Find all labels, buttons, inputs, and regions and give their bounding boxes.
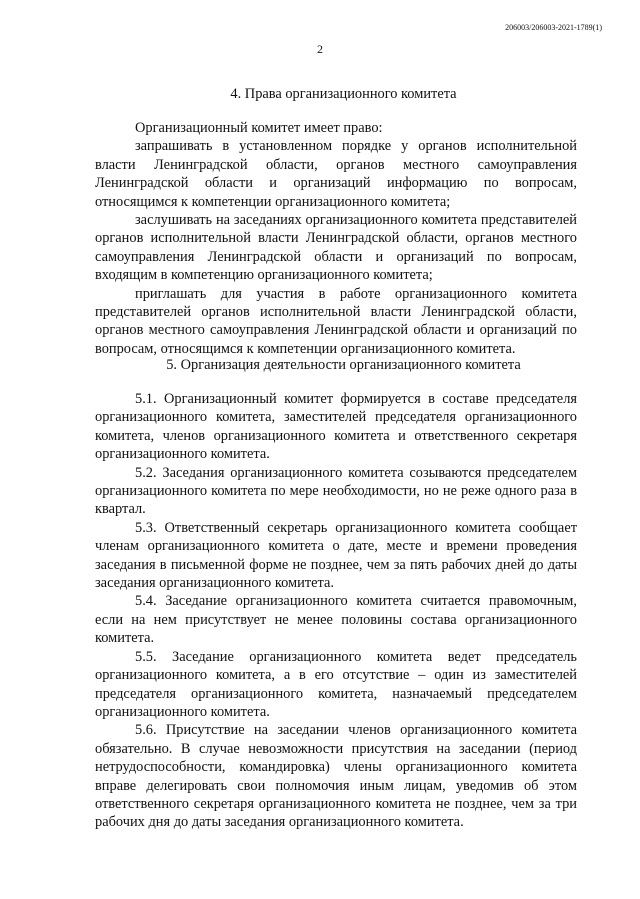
section-4-paragraph: запрашивать в установленном порядке у органов исполнительной власти Ленинградской области, органов местного самоуправления Ленинградской области и организаций информацию по вопросам, относящимся к компетенции организационного комитета;	[95, 138, 577, 210]
section-5-paragraph: 5.6. Присутствие на заседании членов организационного комитета обязательно. В случае невозможности присутствия на заседании (период нетрудоспособности, командировка) члены организационного комитета вправе делегировать свои полномочия иным лицам, уведомив об этом ответственного секретаря организационного комитета не позднее, чем за три рабочих дня до даты заседания организационного комитета.	[95, 722, 577, 831]
section-5-paragraph: 5.2. Заседания организационного комитета созываются председателем организационного комитета по мере необходимости, но не реже одного раза в квартал.	[95, 464, 577, 518]
section-5-paragraph: 5.4. Заседание организационного комитета считается правомочным, если на нем присутствует не менее половины состава организационного комитета.	[95, 593, 577, 647]
section-4-body	[95, 119, 577, 358]
section-5-title: 5. Организация деятельности организационного комитета	[166, 357, 521, 373]
section-5-paragraph: 5.5. Заседание организационного комитета ведет председатель организационного комитета, а в его отсутствие – один из заместителей председателя организационного комитета, назначаемый председателем организационного комитета.	[95, 648, 577, 720]
document-id: 206003/206003-2021-1789(1)	[505, 23, 602, 32]
page-number: 2	[317, 42, 323, 56]
section-5-paragraph: 5.3. Ответственный секретарь организационного комитета сообщает членам организационного комитета о дате, месте и времени проведения заседания в письменной форме не позднее, чем за пять рабочих дней до даты заседания организационного комитета.	[95, 519, 577, 592]
section-4-title: 4. Права организационного комитета	[230, 86, 457, 102]
section-4-paragraph: Организационный комитет имеет право:	[135, 120, 383, 136]
section-4-paragraph: приглашать для участия в работе организационного комитета представителей органов исполнительной власти Ленинградской области, органов местного самоуправления Ленинградской области и организаций по вопросам, относящимся к компетенции организационного комитета.	[95, 285, 577, 357]
section-5-body	[95, 390, 577, 832]
section-5-paragraph: 5.1. Организационный комитет формируется в составе председателя организационного комитета, заместителей председателя организационного комитета, членов организационного комитета и ответственного секретаря организационного комитета.	[95, 391, 577, 463]
section-4-paragraph: заслушивать на заседаниях организационного комитета представителей органов исполнительной власти Ленинградской области, органов местного самоуправления Ленинградской области и организаций по вопросам, входящим в компетенцию организационного комитета;	[95, 212, 577, 284]
